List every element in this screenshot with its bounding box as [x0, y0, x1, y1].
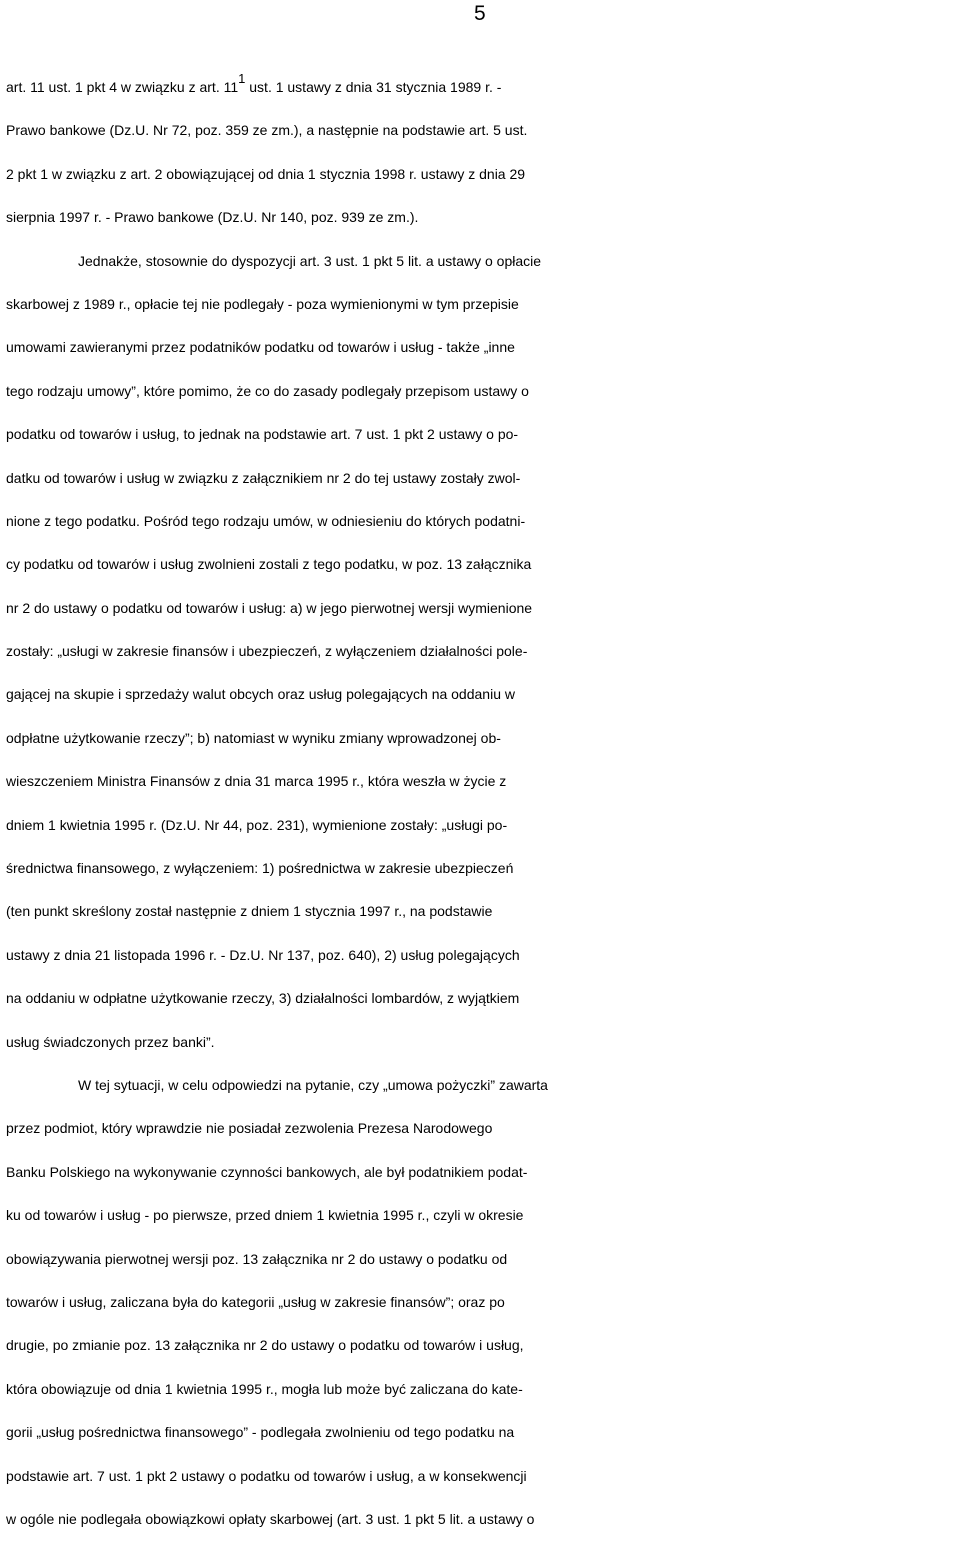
text-line: na oddaniu w odpłatne użytkowanie rzeczy, 3) działalności lombardów, z wyjątkiem [6, 990, 520, 1007]
text-line: skarbowej z 1989 r., opłacie tej nie podlegały - poza wymienionymi w tym przepisie [6, 295, 519, 312]
text-line: odpłatne użytkowanie rzeczy”; b) natomiast w wyniku zmiany wprowadzonej ob- [6, 729, 501, 746]
text-line: nione z tego podatku. Pośród tego rodzaju umów, w odniesieniu do których podatni- [6, 512, 526, 529]
text-line: cy podatku od towarów i usług zwolnieni zostali z tego podatku, w poz. 13 załącznika [6, 556, 532, 573]
text-segment: art. 11 ust. 1 pkt 4 w związku z art. 11 [6, 79, 239, 95]
text-line: ku od towarów i usług - po pierwsze, przed dniem 1 kwietnia 1995 r., czyli w okresie [6, 1207, 524, 1224]
text-line [6, 66, 956, 109]
text-line: (ten punkt skreślony został następnie z dniem 1 stycznia 1997 r., na podstawie [6, 903, 493, 920]
text-line: Banku Polskiego na wykonywanie czynności bankowych, ale był podatnikiem podat- [6, 1163, 528, 1180]
text-line: zostały: „usługi w zakresie finansów i ubezpieczeń, z wyłączeniem działalności pole- [6, 643, 528, 660]
text-line: umowami zawieranymi przez podatników podatku od towarów i usług - także „inne [6, 339, 515, 356]
text-line: w ogóle nie podlegała obowiązkowi opłaty skarbowej (art. 3 ust. 1 pkt 5 lit. a ustawy o [6, 1510, 535, 1527]
text-line: tego rodzaju umowy”, które pomimo, że co do zasady podlegały przepisom ustawy o [6, 382, 529, 399]
text-line: średnictwa finansowego, z wyłączeniem: 1) pośrednictwa w zakresie ubezpieczeń [6, 860, 514, 877]
page-number: 5 [474, 2, 486, 25]
text-line: drugie, po zmianie poz. 13 załącznika nr 2 do ustawy o podatku od towarów i usług, [6, 1337, 524, 1354]
text-line: podatku od towarów i usług, to jednak na podstawie art. 7 ust. 1 pkt 2 ustawy o po- [6, 426, 519, 443]
text-line: W tej sytuacji, w celu odpowiedzi na pytanie, czy „umowa pożyczki” zawarta [78, 1076, 548, 1093]
text-line: Jednakże, stosownie do dyspozycji art. 3 ust. 1 pkt 5 lit. a ustawy o opłacie [78, 252, 542, 269]
text-line: datku od towarów i usług w związku z załącznikiem nr 2 do tej ustawy zostały zwol- [6, 469, 521, 486]
text-line: podstawie art. 7 ust. 1 pkt 2 ustawy o podatku od towarów i usług, a w konsekwencji [6, 1467, 527, 1484]
text-line: gającej na skupie i sprzedaży walut obcych oraz usług polegających na oddaniu w [6, 686, 515, 703]
text-segment: ust. 1 ustawy z dnia 31 stycznia 1989 r. - [245, 79, 502, 95]
text-line: Prawo bankowe (Dz.U. Nr 72, poz. 359 ze zm.), a następnie na podstawie art. 5 ust. [6, 122, 528, 139]
text-line: usług świadczonych przez banki”. [6, 1033, 215, 1050]
text-line: 2 pkt 1 w związku z art. 2 obowiązującej od dnia 1 stycznia 1998 r. ustawy z dnia 29 [6, 165, 526, 182]
text-line: która obowiązuje od dnia 1 kwietnia 1995 r., mogła lub może być zaliczana do kate- [6, 1380, 523, 1397]
text-line: obowiązywania pierwotnej wersji poz. 13 załącznika nr 2 do ustawy o podatku od [6, 1250, 508, 1267]
text-line: wieszczeniem Ministra Finansów z dnia 31 marca 1995 r., która weszła w życie z [6, 773, 507, 790]
text-line: przez podmiot, który wprawdzie nie posiadał zezwolenia Prezesa Narodowego [6, 1120, 493, 1137]
text-line: nr 2 do ustawy o podatku od towarów i usług: a) w jego pierwotnej wersji wymienione [6, 599, 533, 616]
text-line: dniem 1 kwietnia 1995 r. (Dz.U. Nr 44, poz. 231), wymienione zostały: „usługi po- [6, 816, 508, 833]
text-line: towarów i usług, zaliczana była do kategorii „usług w zakresie finansów”; oraz po [6, 1293, 505, 1310]
text-line: gorii „usług pośrednictwa finansowego” - podlegała zwolnieniu od tego podatku na [6, 1424, 515, 1441]
body-text [6, 66, 956, 1541]
superscript: 1 [238, 71, 246, 86]
text-line: ustawy z dnia 21 listopada 1996 r. - Dz.U. Nr 137, poz. 640), 2) usług polegających [6, 946, 520, 963]
text-line: sierpnia 1997 r. - Prawo bankowe (Dz.U. Nr 140, poz. 939 ze zm.). [6, 209, 419, 226]
